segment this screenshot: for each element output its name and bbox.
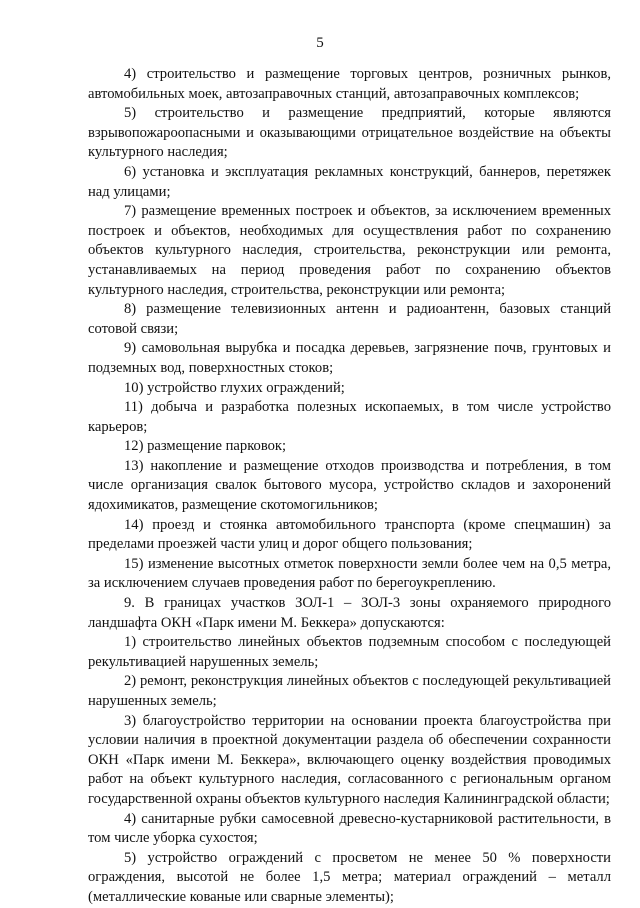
list-item: 14) проезд и стоянка автомобильного транспорта (кроме спецмашин) за пределами проезжей части улиц и дорог общего пользования;: [88, 516, 611, 553]
list-item: 2) ремонт, реконструкция линейных объектов с последующей рекультивацией нарушенных земель;: [88, 673, 611, 709]
list-item: 13) накопление и размещение отходов производства и потребления, в том числе организация свалок бытового мусора, устройство складов и захоронений ядохимикатов, размещение скотомогильников;: [88, 457, 611, 514]
document-body: [88, 65, 611, 908]
list-item: 5) устройство ограждений с просветом не менее 50 % поверхности ограждения, высотой не более 1,5 метра; материал ограждений – металл (металлические кованые или сварные элементы);: [88, 849, 611, 905]
list-item: 10) устройство глухих ограждений;: [124, 379, 345, 396]
page-number: 5: [316, 35, 324, 51]
list-item: 3) благоустройство территории на основании проекта благоустройства при условии наличия в проектной документации раздела об обеспечении сохранности ОКН «Парк имени М. Беккера», включающего оценку воздействия проводимых работ на объект культурного наследия, согласованного с региональным органом государственной охраны объектов культурного наследия Калининградской области;: [88, 712, 611, 807]
list-item: 9) самовольная вырубка и посадка деревьев, загрязнение почв, грунтовых и подземных вод, поверхностных стоков;: [88, 340, 611, 376]
list-item: 4) санитарные рубки самосевной древесно-кустарниковой растительности, в том числе уборка сухостоя;: [88, 810, 611, 847]
list-item: 11) добыча и разработка полезных ископаемых, в том числе устройство карьеров;: [88, 399, 611, 435]
section-paragraph: 9. В границах участков ЗОЛ-1 – ЗОЛ-3 зоны охраняемого природного ландшафта ОКН «Парк имени М. Беккера» допускаются:: [88, 595, 611, 631]
list-item: 5) строительство и размещение предприятий, которые являются взрывопожароопасными и оказывающими отрицательное воздействие на объекты культурного наследия;: [88, 105, 611, 161]
list-item: 7) размещение временных построек и объектов, за исключением временных построек и объектов, необходимых для осуществления работ по сохранению объектов культурного наследия, строительства, реконструкции или ремонта, устанавливаемых на период проведения работ по сохранению объектов культурного наследия, строительства, реконструкции или ремонта;: [88, 203, 611, 298]
list-item: 12) размещение парковок;: [124, 438, 287, 455]
list-item: 6) установка и эксплуатация рекламных конструкций, баннеров, перетяжек над улицами;: [88, 163, 611, 200]
list-item: 4) строительство и размещение торговых центров, розничных рынков, автомобильных моек, автозаправочных станций, автозаправочных комплексов;: [88, 66, 611, 102]
list-item: 8) размещение телевизионных антенн и радиоантенн, базовых станций сотовой связи;: [88, 301, 611, 337]
list-item: 15) изменение высотных отметок поверхности земли более чем на 0,5 метра, за исключением случаев проведения работ по берегоукреплению.: [88, 555, 611, 592]
list-item: 1) строительство линейных объектов подземным способом с последующей рекультивацией нарушенных земель;: [88, 634, 611, 670]
